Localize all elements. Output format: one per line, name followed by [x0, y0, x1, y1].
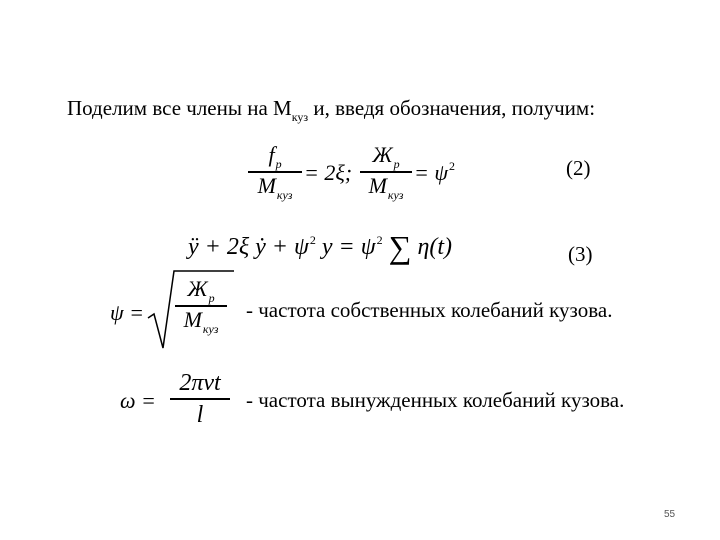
eq2-f1-num: f	[268, 142, 275, 167]
def-psi-text: - частота собственных колебаний кузова.	[246, 298, 613, 322]
eq2-fraction-2	[360, 142, 412, 202]
eq3-rhs: η(t)	[417, 234, 453, 260]
eq2-f2-den: M	[368, 172, 387, 198]
intro-subscript: куз	[291, 110, 309, 124]
def-psi-fraction	[175, 276, 227, 336]
eq2-f2-den-sub: куз	[387, 187, 404, 202]
eq2-equals-xi: = 2ξ;	[304, 160, 353, 185]
intro-text-after: и, введя обозначения, получим:	[308, 96, 596, 120]
eq2-fraction-1	[248, 142, 302, 202]
eq2-f1-den: M	[257, 172, 276, 198]
eq2-psi-exp: 2	[449, 159, 456, 173]
def-omega-lhs: ω =	[120, 388, 156, 413]
def-psi-num: Ж	[187, 276, 208, 301]
eq3-expression	[188, 229, 452, 266]
eq3-exp1: 2	[309, 233, 316, 247]
eq3-number: (3)	[568, 242, 593, 266]
eq2-f1-den-sub: куз	[276, 187, 293, 202]
eq3-lhs1: ÿ + 2ξ ẏ + ψ	[188, 234, 309, 260]
eq2-psi: = ψ	[414, 160, 449, 185]
intro-text-before: Поделим все члены на М	[67, 96, 292, 120]
eq2-f2-num-sub: p	[393, 157, 400, 171]
eq2-f1-num-sub: p	[275, 157, 282, 171]
def-omega-num: 2πvt	[179, 370, 221, 396]
eq2-f2-num: Ж	[372, 142, 393, 167]
def-psi-den: M	[183, 306, 202, 332]
def-psi-lhs: ψ =	[110, 300, 145, 325]
intro-line	[67, 96, 595, 125]
def-omega-den: l	[196, 401, 204, 428]
def-omega-text: - частота вынужденных колебаний кузова.	[246, 388, 625, 412]
eq3-lhs2: y = ψ	[315, 234, 376, 260]
eq3-sum: ∑	[388, 229, 412, 265]
def-psi-num-sub: p	[208, 291, 215, 305]
def-psi-den-sub: куз	[202, 321, 219, 336]
eq2-number: (2)	[566, 156, 591, 180]
eq2-equals-psi	[414, 160, 455, 186]
def-omega-fraction	[170, 368, 230, 430]
eq3-exp2: 2	[376, 233, 383, 247]
page-number: 55	[664, 509, 676, 520]
